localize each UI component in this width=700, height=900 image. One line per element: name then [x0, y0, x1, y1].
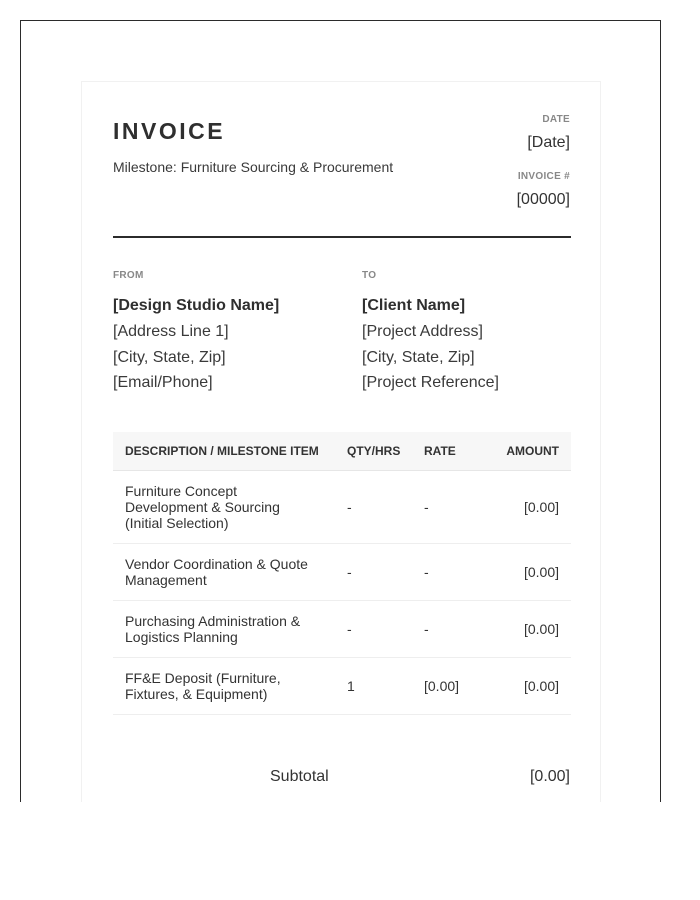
table-row: [113, 658, 571, 715]
column-header-rate: RATE: [412, 432, 484, 471]
column-header-amount: AMOUNT: [484, 432, 571, 471]
invoice-sheet: [81, 81, 601, 802]
item-description: Purchasing Administration & Logistics Planning: [113, 601, 335, 658]
to-name: [Client Name]: [362, 297, 466, 314]
subtotal-label: Subtotal: [270, 768, 329, 785]
header-divider: [113, 236, 571, 238]
item-qty: -: [335, 601, 412, 658]
invoice-number-value: [00000]: [516, 191, 570, 208]
to-city-line: [City, State, Zip]: [362, 348, 475, 366]
item-amount: [0.00]: [484, 601, 571, 658]
from-name: [Design Studio Name]: [113, 297, 280, 314]
date-block: [527, 114, 570, 152]
invoice-number-block: [517, 171, 570, 209]
item-rate: -: [412, 471, 484, 544]
subtotal-value: [0.00]: [529, 768, 570, 785]
date-value: [Date]: [527, 134, 570, 151]
from-city-line: [City, State, Zip]: [113, 348, 226, 366]
item-rate: -: [412, 601, 484, 658]
from-block: [113, 270, 353, 396]
from-contact-line: [Email/Phone]: [113, 374, 213, 391]
item-qty: -: [335, 471, 412, 544]
item-amount: [0.00]: [484, 471, 571, 544]
column-header-description: DESCRIPTION / MILESTONE ITEM: [113, 432, 335, 471]
date-label: DATE: [542, 114, 570, 125]
item-description: FF&E Deposit (Furniture, Fixtures, & Equipment): [113, 658, 335, 715]
table-header-row: [113, 432, 571, 471]
item-qty: -: [335, 544, 412, 601]
item-description: Furniture Concept Development & Sourcing (Initial Selection): [113, 471, 335, 544]
from-label: FROM: [113, 270, 144, 281]
to-reference-line: [Project Reference]: [362, 374, 499, 391]
to-address-line: [Project Address]: [362, 323, 483, 340]
item-rate: -: [412, 544, 484, 601]
column-header-qty: QTY/HRS: [335, 432, 412, 471]
item-amount: [0.00]: [484, 544, 571, 601]
table-row: [113, 601, 571, 658]
to-block: [362, 270, 602, 396]
item-description: Vendor Coordination & Quote Management: [113, 544, 335, 601]
line-items-table: [113, 432, 571, 715]
table-row: [113, 471, 571, 544]
milestone-subtitle: Milestone: Furniture Sourcing & Procurement: [113, 159, 394, 175]
from-address-line: [Address Line 1]: [113, 323, 229, 340]
document-page: [20, 20, 661, 802]
to-label: TO: [362, 270, 377, 281]
item-rate: [0.00]: [412, 658, 484, 715]
invoice-title: INVOICE: [113, 118, 226, 144]
invoice-number-label: INVOICE #: [517, 171, 570, 182]
table-row: [113, 544, 571, 601]
item-amount: [0.00]: [484, 658, 571, 715]
item-qty: 1: [335, 658, 412, 715]
